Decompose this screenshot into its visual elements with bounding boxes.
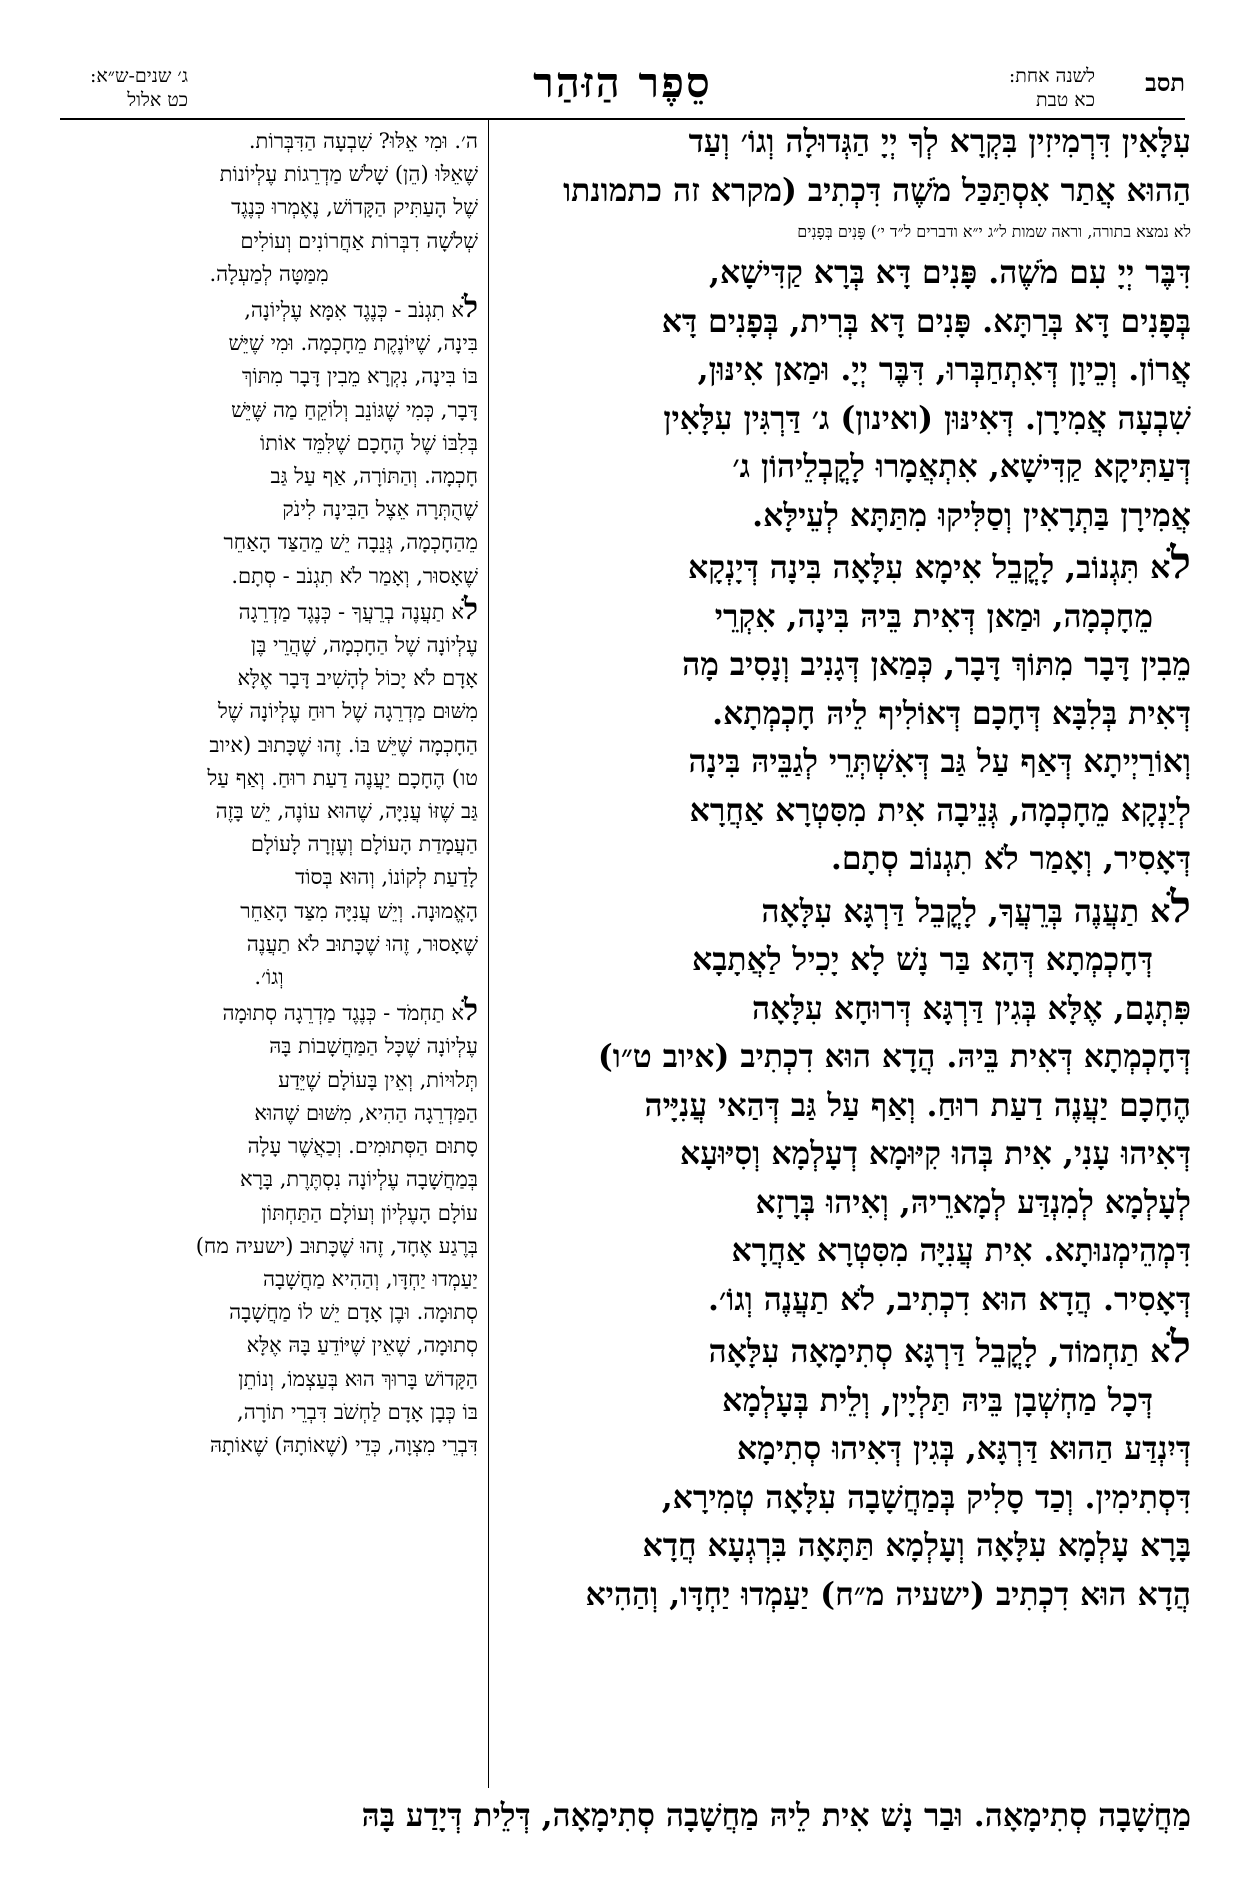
side-line: עֶלְיוֹנָה שֶׁכָּל הַמַּחֲשָׁבוֹת בָּהּ: [269, 1034, 478, 1059]
page-number: תסב: [1145, 68, 1185, 97]
main-line: דְּחָכְמְתָא דְּהָא בַּר נָשׁ לָא יָכִיל לַאֲתָבָא: [692, 941, 1153, 978]
translation-column: [60, 125, 478, 1462]
main-line: לְיַנְקָא מֵחָכְמָה, גְּנֵיבָה אִית מִסִּטְרָא אַחֲרָא: [689, 791, 1191, 829]
side-line: עֶלְיוֹנָה שֶׁל הַחָכְמָה, שֶׁהֲרֵי בֶּן: [250, 633, 478, 658]
side-line: בְּלִבּוֹ שֶׁל הֶחָכָם שֶׁלִּמֵּד אוֹתוֹ: [259, 430, 478, 455]
daily-reading-ref-one-year: לשנה אחת: כא טבת: [1008, 65, 1095, 111]
main-line: דְּאָסִיר. הֲדָא הוּא דִכְתִיב, לֹא תַעֲנֶה וְגוֹ׳.: [708, 1280, 1191, 1318]
side-line: שֶׁאָסוּר, וְאָמַר לֹא תִגְנֹב - סְתָם.: [231, 563, 478, 588]
main-line: אֲמִירָן בַּתְרָאִין וְסַלִּיקוּ מִתַּתָּא לְעֵילָּא.: [752, 496, 1191, 534]
bottom-full-width-line: מַחֲשָׁבָה סְתִימָאָה. וּבַר נָשׁ אִית לֵיהּ מַחֲשָׁבָה סְתִימָאָה, דְּלֵית דְּיָדַע בָּהּ: [361, 1797, 1191, 1834]
side-line: גַּב שֶׁזּוֹ עֲנִיָּה, שֶׁהוּא עוֹנֶה, יֵשׁ בָּזֶה: [215, 799, 478, 824]
side-line: סְתוּמָה. וּבֶן אָדָם יֵשׁ לוֹ מַחֲשָׁבָה: [229, 1300, 478, 1325]
side-line: הַחָכְמָה שֶׁיֵּשׁ בּוֹ. זֶהוּ שֶׁכָּתוּב (איוב: [209, 732, 478, 757]
side-line: ה׳. וּמִי אֵלּוּ? שִׁבְעָה הַדִּבְּרוֹת.: [248, 129, 478, 153]
main-line: עִלָּאִין דִּרְמִיזִין בִּקְרָא לְךָ יְיָ הַגְּדוּלָה וְגוֹ׳ וְעַד: [688, 123, 1191, 160]
main-line: מֵבִין דָּבָר מִתּוֹךְ דָּבָר, כְּמַאן דְּגָנִיב וְנָסִיב מָה: [682, 646, 1191, 683]
side-line: שֶׁהֻתְּרָה אֵצֶל הַבִּינָה לִינֹק: [282, 497, 478, 522]
main-line: דְּעַתִּיקָא קַדִּישָׁא, אִתְאֲמָרוּ לָקֳבְלֵיהוֹן ג׳: [732, 448, 1191, 485]
main-line: דְּכָל מַחְשְׁבָן בֵּיהּ תַּלְיָין, וְלֵית בְּעָלְמָא: [722, 1381, 1153, 1419]
side-line: לָדַעַת לְקוֹנוֹ, וְהוּא בְּסוֹד: [295, 865, 478, 890]
page-header: [60, 58, 1185, 118]
side-line: מִשּׁוּם מַדְרֵגָה שֶׁל רוּחַ עֶלְיוֹנָה שֶׁל: [217, 699, 478, 724]
main-line: דְּאִית בְּלִבָּא דְּחָכָם דְּאוֹלִיף לֵיהּ חָכְמְתָא.: [712, 694, 1191, 732]
side-line: עוֹלָם הָעֶלְיוֹן וְעוֹלָם הַתַּחְתּוֹן: [261, 1200, 478, 1225]
side-line: דִּבְרֵי מִצְוָה, כְּדֵי (שֶׁאוֹתָהּ) שֶׁאוֹתָהּ: [209, 1432, 478, 1457]
main-line: אֲרוֹן. וְכֵיוָן דְּאִתְחַבְּרוּ, דִּבֶּר יְיָ. וּמַאן אִינּוּן,: [697, 351, 1191, 388]
side-line: מִמַּטָּה לְמַעְלָה.: [209, 261, 329, 286]
side-line: אָדָם לֹא יָכוֹל לְהָשִׁיב דָּבָר אֶלָּא: [237, 666, 478, 691]
main-line: וְאוֹרַיְיתָא דְּאַף עַל גַּב דְּאִשְׁתְּרֵי לְגַבֵּיהּ בִּינָה: [688, 743, 1191, 780]
side-line: דָּבָר, כְּמִי שֶׁגּוֹנֵב וְלוֹקֵחַ מַה שֶּׁיֵּשׁ: [231, 397, 478, 422]
side-line: שֶׁאֵלּוּ (הֵן) שָׁלֹשׁ מַדְרֵגוֹת עֶלְיוֹנוֹת: [219, 162, 478, 187]
side-line: לֹא תַחְמֹד - כְּנֶגֶד מַדְרֵגָה סְתוּמָה: [222, 994, 478, 1029]
main-text-column: [496, 118, 1191, 1619]
side-line: שֶׁל הָעַתִּיק הַקָּדוֹשׁ, נֶאֶמְרוּ כְּנֶגֶד: [231, 195, 478, 220]
side-line: טו) הֶחָכָם יַעֲנֶה דַעַת רוּחַ. וְאַף עַל: [207, 765, 478, 790]
main-line: לְעָלְמָא לְמִנְדַּע לְמָארֵיהּ, וְאִיהוּ בְּרָזָא: [755, 1183, 1191, 1221]
side-line: בִּינָה, שֶׁיּוֹנֶקֶת מֵחָכְמָה. וּמִי שֶׁיֵּשׁ: [228, 331, 478, 356]
side-line: סְתוּמָה, שֶׁאֵין שֶׁיּוֹדֵעַ בָּהּ אֶלָּא: [246, 1333, 478, 1358]
main-line: בְּפָנִים דָּא בְּרַתָּא. פָּנִים דָּא בְּרִית, בְּפָנִים דָּא: [661, 302, 1191, 340]
main-line: דְּחָכְמְתָא דְּאִית בֵּיהּ. הֲדָא הוּא דִכְתִיב (איוב ט״ו): [597, 1038, 1191, 1075]
side-line: הַמַּדְרֵגָה הַהִיא, מִשּׁוּם שֶׁהוּא: [254, 1100, 478, 1125]
side-line: הַקָּדוֹשׁ בָּרוּךְ הוּא בְּעַצְמוֹ, וְנוֹתֵן: [238, 1366, 478, 1391]
side-line: וְגוֹ׳.: [254, 965, 284, 990]
side-line: תְּלוּיוֹת, וְאֵין בָּעוֹלָם שֶׁיֵּדַע: [278, 1067, 478, 1092]
main-line: דְּאָסִיר, וְאָמַר לֹא תִגְנוֹב סְתָם.: [830, 840, 1191, 877]
main-line: דִּבֶּר יְיָ עִם מֹשֶׁה. פָּנִים דָּא בְּרָא קַדִּישָׁא,: [709, 254, 1191, 291]
main-line: לֹא תִּגְנוֹב, לָקֳבֵל אִימָא עִלָּאָה בִּינָה דְּיָנְקָא: [687, 540, 1191, 589]
side-line: בְּמַחֲשָׁבָה עֶלְיוֹנָה נִסְתֶּרֶת, בָּרָא: [239, 1167, 478, 1192]
side-line: בּוֹ בִּינָה, נִקְרָא מֵבִין דָּבָר מִתּוֹךְ: [242, 364, 478, 389]
main-line-note: לא נמצא בתורה, וראה שמות ל״ג י״א ודברים ל״ד י׳) פָּנִים בְּפָנִים: [797, 222, 1191, 241]
side-line: לֹא תַעֲנֶה בְרֵעֲךָ - כְּנֶגֶד מַדְרֵגָה: [238, 592, 478, 627]
main-line: דְּיִנְדַּע הַהוּא דַּרְגָּא, בְּגִין דְּאִיהוּ סְתִימָא: [736, 1430, 1191, 1467]
main-line: לֹא תַעֲנֶה בְּרֵעֲךָ, לָקֳבֵל דַּרְגָּא עִלָּאָה: [761, 883, 1191, 933]
book-title: סֵפֶר הַזּהַר: [533, 58, 712, 107]
main-line: בָּרָא עָלְמָא עִלָּאָה וְעָלְמָא תַּתָּאָה בִּרְגְעָא חֲדָא: [642, 1527, 1191, 1564]
main-line: הַהוּא אֲתַר אִסְתַּכַּל מֹשֶׁה דִּכְתִיב (מקרא זה כתמונתו: [563, 171, 1191, 209]
main-line: מֵחָכְמָה, וּמַאן דְּאִית בֵּיהּ בִּינָה, אִקְרֵי: [714, 597, 1153, 635]
side-line: סָתוּם הַסְּתוּמִים. וְכַאֲשֶׁר עָלָה: [247, 1134, 478, 1159]
side-line: הָאֱמוּנָה. וְיֵשׁ עֲנִיָּה מִצַּד הָאַחֵר: [240, 898, 478, 923]
column-divider: [488, 118, 489, 1788]
side-line: יַעַמְדוּ יַחְדָּו, וְהַהִיא מַחֲשָׁבָה: [262, 1266, 478, 1291]
side-line: הַעֲמָדַת הָעוֹלָם וְעֶזְרָה לָעוֹלָם: [250, 832, 478, 857]
side-line: שֶׁאָסוּר, זֶהוּ שֶׁכָּתוּב לֹא תַעֲנֶה: [246, 931, 478, 956]
side-line: בּוֹ כְּבָן אָדָם לַחְשֹׁב דִּבְרֵי תוֹרָה,: [237, 1399, 478, 1424]
main-line: שִׁבְעָה אֲמִירָן. דְּאִינּוּן (ואינון) ג׳ דַּרְגִּין עִלָּאִין: [663, 399, 1191, 437]
main-line: דְּאִיהוּ עָנִי, אִית בְּהוּ קִיּוּמָא דְעָלְמָא וְסִיּוּעָא: [680, 1135, 1191, 1172]
side-line: שְׁלֹשָׁה דִבְּרוֹת אַחֲרוֹנִים וְעוֹלִים: [240, 228, 478, 253]
daily-reading-ref-three-years: ג׳ שנים-ש״א: כט אלול: [90, 65, 189, 111]
main-line: הֲדָא הוּא דִכְתִיב (ישעיה מ״ח) יַעַמְדוּ יַחְדָּו, וְהַהִיא: [585, 1575, 1191, 1613]
side-line: חָכְמָה. וְהַתּוֹרָה, אַף עַל גַּב: [270, 464, 478, 489]
side-line: בְּרֶגַע אֶחָד, זֶהוּ שֶׁכָּתוּב (ישעיה מח): [195, 1233, 478, 1258]
main-line: לֹא תַחְמוֹד, לָקֳבֵל דַּרְגָּא סְתִימָאָה עִלָּאָה: [708, 1324, 1191, 1373]
main-line: דִּסְתִימִין. וְכַד סָלִיק בְּמַחֲשָׁבָה עִלָּאָה טְמִירָא,: [661, 1478, 1191, 1516]
side-line: מֵהַחָכְמָה, גְּנֵבָה יֵשׁ מֵהַצַּד הָאַחֵר: [223, 530, 478, 555]
main-line: דִּמְהֵימְנוּתָא. אִית עֲנִיָּה מִסִּטְרָא אַחֲרָא: [731, 1232, 1191, 1269]
side-line: לֹא תִגְנֹב - כְּנֶגֶד אִמָּא עֶלְיוֹנָה,: [244, 291, 478, 326]
main-line: פִּתְגָם, אֶלָּא בְּגִין דַּרְגָּא דְּרוּחָא עִלָּאָה: [752, 989, 1191, 1027]
main-line: הֶחָכָם יַעֲנֶה דַעַת רוּחַ. וְאַף עַל גַּב דְּהַאי עֲנִיָּיה: [644, 1086, 1191, 1124]
